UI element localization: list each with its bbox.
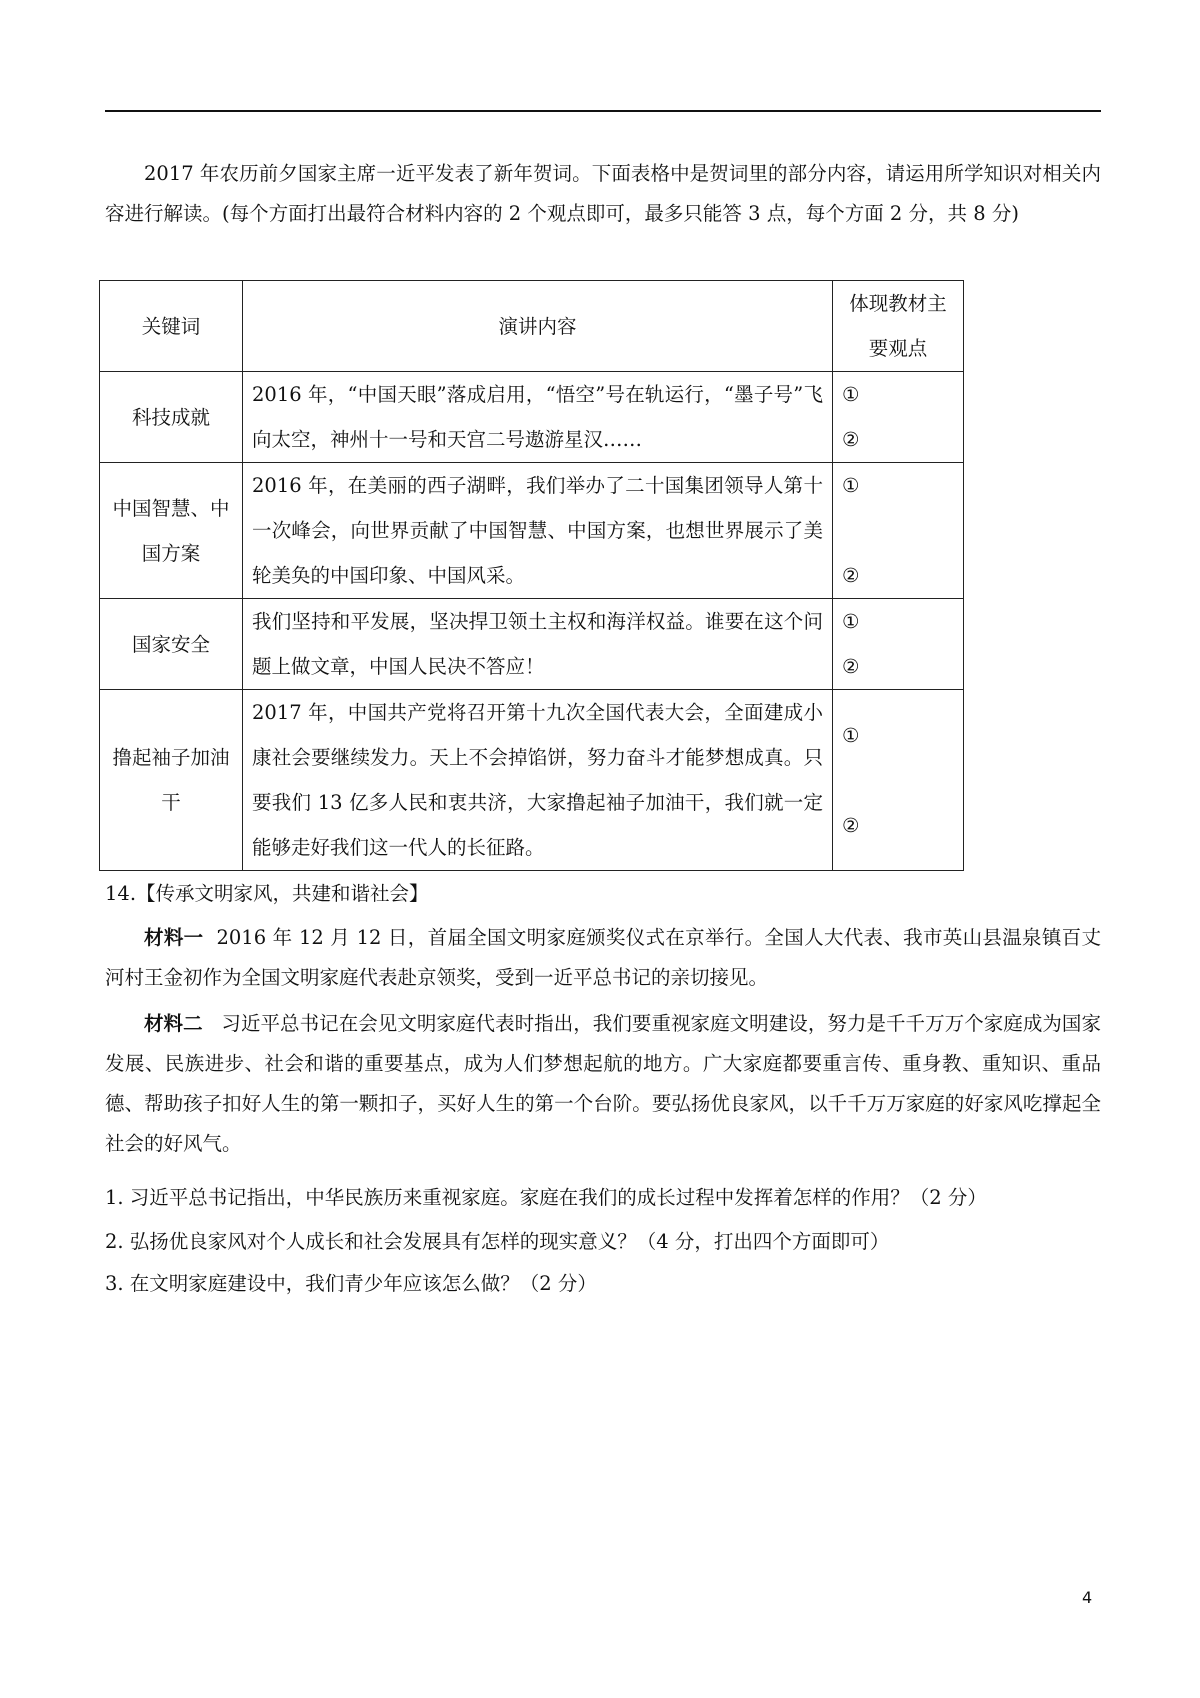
intro-paragraph: 2017 年农历前夕国家主席一近平发表了新年贺词。下面表格中是贺词里的部分内容，请运用所学知识对相关内容进行解读。(每个方面打出最符合材料内容的 2 个观点即可，最多只能答 3 点，每个方面 2 分，共 8 分)	[105, 162, 1101, 225]
question-3: 3. 在文明家庭建设中，我们青少年应该怎么做？（2 分）	[105, 1272, 597, 1295]
row-content: 2016 年，在美丽的西子湖畔，我们举办了二十国集团领导人第十一次峰会，向世界贡献了中国智慧、中国方案，也想世界展示了美轮美奂的中国印象、中国风采。	[243, 463, 833, 599]
row-keyword: 中国智慧、中国方案	[100, 463, 243, 599]
header-content: 演讲内容	[243, 281, 833, 372]
header-viewpoint: 体现教材主要观点	[833, 281, 964, 372]
material-2-text: 习近平总书记在会见文明家庭代表时指出，我们要重视家庭文明建设，努力是千千万万个家庭成为国家发展、民族进步、社会和谐的重要基点，成为人们梦想起航的地方。广大家庭都要重言传、重身教、重知识、重品德、帮助孩子扣好人生的第一颗扣子，买好人生的第一个台阶。要弘扬优良家风，以千千万万家庭的好家风吃撑起全社会的好风气。	[105, 1012, 1101, 1155]
table-row	[100, 599, 964, 690]
question-1: 1. 习近平总书记指出，中华民族历来重视家庭。家庭在我们的成长过程中发挥着怎样的作用？（2 分）	[105, 1186, 987, 1209]
row-marks	[833, 372, 964, 463]
header-rule	[105, 110, 1101, 112]
mark-2: ②	[842, 564, 860, 587]
row-content: 我们坚持和平发展，坚决捍卫领土主权和海洋权益。谁要在这个问题上做文章，中国人民决不答应！	[243, 599, 833, 690]
mark-2: ②	[842, 428, 860, 451]
material-1	[105, 918, 1101, 998]
mark-1: ①	[842, 610, 860, 633]
material-1-label: 材料一	[144, 926, 204, 949]
row-keyword: 撸起袖子加油干	[100, 690, 243, 871]
mark-1: ①	[842, 723, 860, 747]
material-2	[105, 1004, 1101, 1164]
row-keyword: 科技成就	[100, 372, 243, 463]
table-row	[100, 690, 964, 871]
table-row	[100, 463, 964, 599]
mark-2: ②	[842, 813, 860, 837]
row-marks	[833, 690, 964, 871]
table-row	[100, 372, 964, 463]
keyword-table	[99, 280, 964, 871]
row-content: 2016 年，“中国天眼”落成启用，“悟空”号在轨运行，“墨子号”飞向太空，神州十一号和天宫二号遨游星汉……	[243, 372, 833, 463]
row-content: 2017 年，中国共产党将召开第十九次全国代表大会，全面建成小康社会要继续发力。天上不会掉馅饼，努力奋斗才能梦想成真。只要我们 13 亿多人民和衷共济，大家撸起袖子加油干，我们就一定能够走好我们这一代人的长征路。	[243, 690, 833, 871]
header-keyword: 关键词	[100, 281, 243, 372]
row-marks	[833, 463, 964, 599]
material-2-label: 材料二	[144, 1012, 203, 1035]
mark-2: ②	[842, 655, 860, 678]
question-14-title: 14.【传承文明家风，共建和谐社会】	[105, 882, 429, 905]
row-marks	[833, 599, 964, 690]
mark-1: ①	[842, 383, 860, 406]
page-number: 4	[1082, 1588, 1093, 1607]
mark-1: ①	[842, 474, 860, 497]
table-header-row	[100, 281, 964, 372]
row-keyword: 国家安全	[100, 599, 243, 690]
question-2: 2. 弘扬优良家风对个人成长和社会发展具有怎样的现实意义？（4 分，打出四个方面即可）	[105, 1230, 890, 1253]
material-1-text: 2016 年 12 月 12 日，首届全国文明家庭颁奖仪式在京举行。全国人大代表、我市英山县温泉镇百丈河村王金初作为全国文明家庭代表赴京领奖，受到一近平总书记的亲切接见。	[105, 926, 1101, 989]
